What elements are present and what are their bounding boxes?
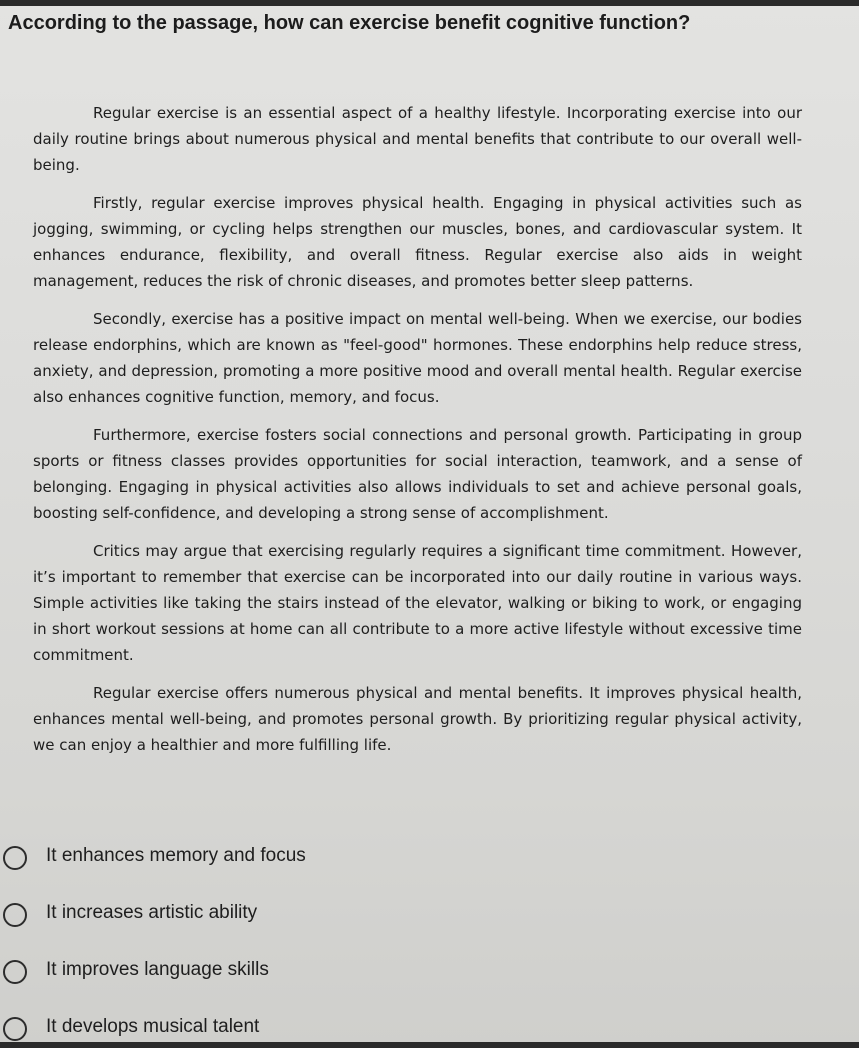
passage-paragraph: Secondly, exercise has a positive impact on mental well-being. When we exercise, our bodies release endorphins, which are known as "feel-good" hormones. These endorphins help reduce stress, anxiety, and depression, promoting a more positive mood and overall mental health. Regular exercise also enhances cognitive function, memory, and focus. (33, 310, 802, 406)
answer-option-a[interactable] (0, 842, 500, 874)
passage-paragraph: Regular exercise is an essential aspect of a healthy lifestyle. Incorporating exercise into our daily routine brings about numerous physical and mental benefits that contribute to our overall well-being. (33, 104, 802, 174)
bottom-bezel (0, 1042, 859, 1048)
passage-paragraph: Critics may argue that exercising regularly requires a significant time commitment. However, it’s important to remember that exercise can be incorporated into our daily routine in various ways. Simple activities like taking the stairs instead of the elevator, walking or biking to work, or engaging in short workout sessions at home can all contribute to a more active lifestyle without excessive time commitment. (33, 542, 802, 664)
answer-options (0, 842, 500, 1048)
reading-passage (33, 100, 802, 758)
passage-paragraph: Furthermore, exercise fosters social connections and personal growth. Participating in group sports or fitness classes provides opportunities for social interaction, teamwork, and a sense of belonging. Engaging in physical activities also allows individuals to set and achieve personal goals, boosting self-confidence, and developing a strong sense of accomplishment. (33, 426, 802, 522)
radio-button-icon[interactable] (3, 1017, 27, 1041)
passage-paragraph: Regular exercise offers numerous physical and mental benefits. It improves physical health, enhances mental well-being, and promotes personal growth. By prioritizing regular physical activity, we can enjoy a healthier and more fulfilling life. (33, 684, 802, 754)
radio-button-icon[interactable] (3, 903, 27, 927)
option-label[interactable]: It develops musical talent (46, 1016, 260, 1037)
radio-button-icon[interactable] (3, 960, 27, 984)
option-label[interactable]: It increases artistic ability (46, 902, 258, 923)
answer-option-b[interactable] (0, 899, 500, 931)
answer-option-c[interactable] (0, 956, 500, 988)
option-label[interactable]: It enhances memory and focus (46, 845, 306, 866)
radio-button-icon[interactable] (3, 846, 27, 870)
top-bezel (0, 0, 859, 6)
passage-paragraph: Firstly, regular exercise improves physical health. Engaging in physical activities such as jogging, swimming, or cycling helps strengthen our muscles, bones, and cardiovascular system. It enhances endurance, flexibility, and overall fitness. Regular exercise also aids in weight management, reduces the risk of chronic diseases, and promotes better sleep patterns. (33, 194, 802, 290)
option-label[interactable]: It improves language skills (46, 959, 269, 980)
question-title: According to the passage, how can exercise benefit cognitive function? (8, 12, 691, 34)
answer-option-d[interactable] (0, 1013, 500, 1045)
